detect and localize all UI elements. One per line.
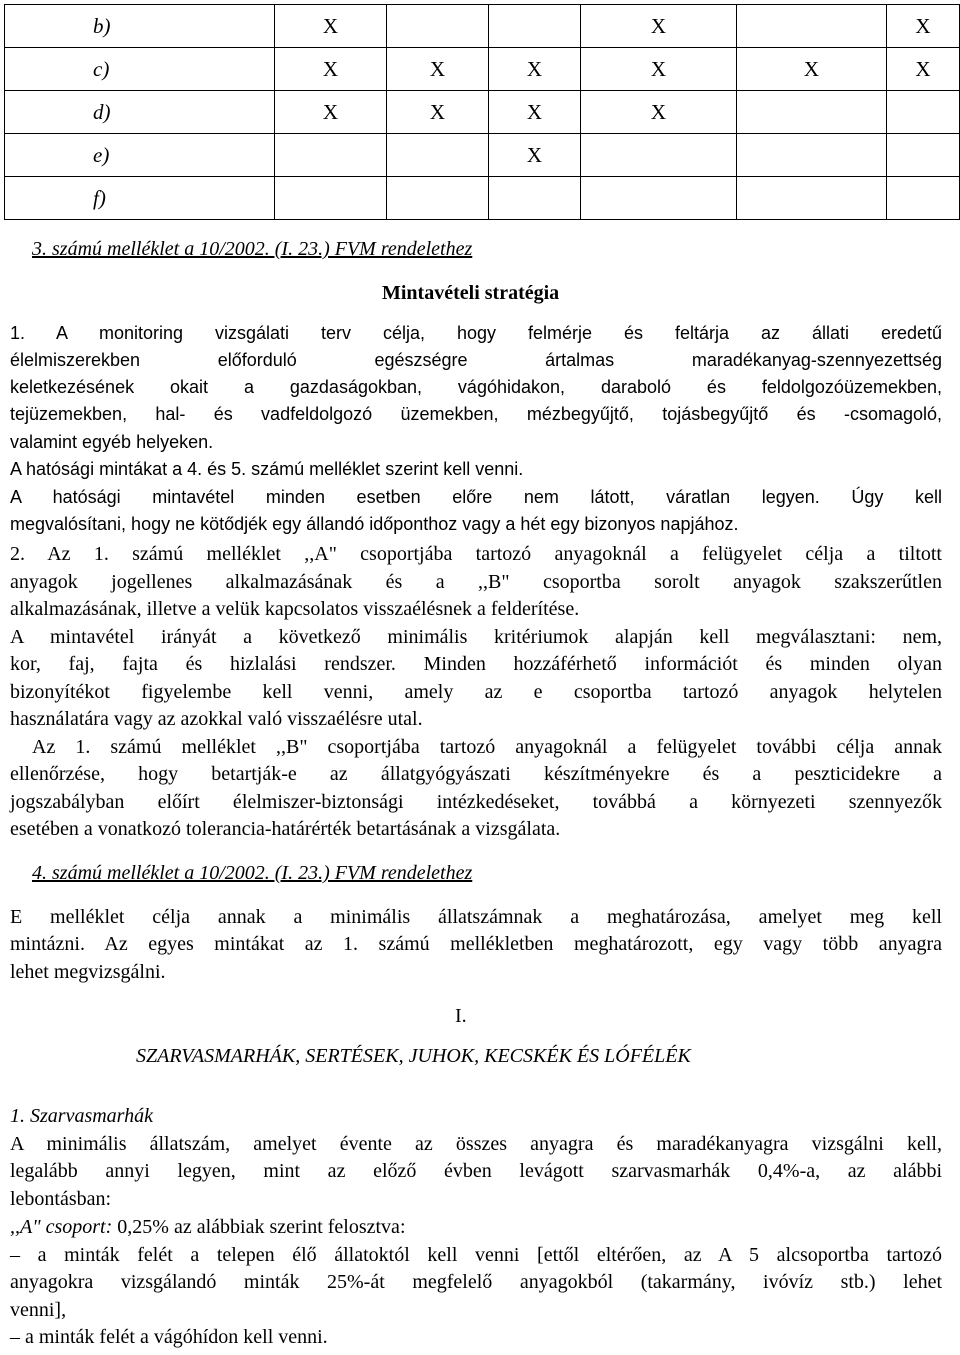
annex4-body-line: legalább annyi legyen, mint az előző évben levágott szarvasmarhák 0,4%-a, az alábbi	[10, 1160, 942, 1182]
annex3-para-line: bizonyítékot figyelembe kell venni, amely az e csoportba tartozó anyagok helytelen	[10, 681, 942, 703]
table-cell	[737, 5, 887, 48]
row-label: f)	[5, 177, 275, 220]
table-cell	[737, 177, 887, 220]
table-row	[5, 134, 960, 177]
group-a-label: ,,A" csoport:	[10, 1216, 113, 1238]
table-cell	[737, 91, 887, 134]
group-a-line	[10, 1216, 942, 1239]
table-cell	[887, 177, 960, 220]
table-cell	[275, 134, 387, 177]
table-cell: X	[275, 5, 387, 48]
annex3-para-line: esetében a vonatkozó tolerancia-határérték betartásának a vizsgálata.	[10, 818, 561, 840]
table-cell	[581, 177, 737, 220]
table-cell: X	[581, 91, 737, 134]
table-cell	[489, 177, 581, 220]
annex3-para-line: anyagok jogellenes alkalmazásának és a ,,B" csoportba sorolt anyagok szakszerűtlen	[10, 571, 942, 593]
table-cell	[275, 177, 387, 220]
section-title: SZARVASMARHÁK, SERTÉSEK, JUHOK, KECSKÉK ÉS LÓFÉLÉK	[136, 1045, 691, 1067]
table-cell	[737, 134, 887, 177]
item-line: anyagokra vizsgálandó minták 25%-át megfelelő anyagokból (takarmány, ivóvíz stb.) lehet	[10, 1271, 942, 1293]
annex3-line: tejüzemekben, hal- és vadfeldolgozó üzemekben, mézbegyűjtő, tojásbegyűjtő és -csomagoló,	[10, 404, 942, 424]
annex3-para-line: A mintavétel irányát a következő minimális kritériumok alapján kell megválasztani: nem,	[10, 626, 942, 648]
group-a-text: 0,25% az alábbiak szerint felosztva:	[112, 1216, 406, 1238]
table-cell: X	[275, 48, 387, 91]
annex4-intro-line: mintázni. Az egyes mintákat az 1. számú mellékletben meghatározott, egy vagy több anyagra	[10, 933, 942, 955]
annex3-line: A hatósági mintákat a 4. és 5. számú melléklet szerint kell venni.	[10, 459, 524, 479]
table-cell: X	[489, 134, 581, 177]
annex4-reference: 4. számú melléklet a 10/2002. (I. 23.) FVM rendelethez	[32, 862, 473, 884]
criteria-table	[4, 4, 960, 220]
annex3-line: A hatósági mintavétel minden esetben előre nem látott, váratlan legyen. Úgy kell	[10, 487, 942, 507]
annex3-line: valamint egyéb helyeken.	[10, 432, 214, 452]
row-label: d)	[5, 91, 275, 134]
annex4-body-line: lebontásban:	[10, 1188, 112, 1210]
annex3-line: 1. A monitoring vizsgálati terv célja, hogy felmérje és feltárja az állati eredetű	[10, 323, 942, 343]
table-row	[5, 91, 960, 134]
table-cell	[581, 134, 737, 177]
annex3-para-line: jogszabályban előírt élelmiszer-biztonsági intézkedéseket, továbbá a környezeti szennyezők	[10, 791, 942, 813]
annex3-reference: 3. számú melléklet a 10/2002. (I. 23.) FVM rendelethez	[32, 238, 473, 260]
table-cell: X	[489, 91, 581, 134]
annex3-line: keletkezésének okait a gazdaságokban, vágóhidakon, daraboló és feldolgozóüzemekben,	[10, 377, 942, 397]
table-cell: X	[887, 48, 960, 91]
row-label: e)	[5, 134, 275, 177]
annex3-line: megvalósítani, hogy ne kötődjék egy állandó időponthoz vagy a hét egy bizonyos napjához.	[10, 514, 739, 534]
row-label: b)	[5, 5, 275, 48]
annex4-intro-line: lehet megvizsgálni.	[10, 961, 166, 983]
table-cell	[387, 134, 489, 177]
table-cell	[887, 134, 960, 177]
table-cell: X	[387, 48, 489, 91]
annex3-para-line: Az 1. számú melléklet ,,B" csoportjába tartozó anyagoknál a felügyelet további célja annak	[32, 736, 942, 758]
annex3-para-line: 2. Az 1. számú melléklet ,,A" csoportjába tartozó anyagoknál a felügyelet célja a tiltott	[10, 543, 942, 565]
annex3-para-line: kor, faj, fajta és hizlalási rendszer. Minden hozzáférhető információt és minden olyan	[10, 653, 942, 675]
table-row	[5, 177, 960, 220]
annex4-intro-line: E melléklet célja annak a minimális állatszámnak a meghatározása, amelyet meg kell	[10, 906, 942, 928]
annex3-line: élelmiszerekben előforduló egészségre ártalmas maradékanyag-szennyezettség	[10, 350, 942, 370]
item-line: – a minták felét a telepen élő állatoktól kell venni [ettől eltérően, az A 5 alcsoportba tartozó	[10, 1244, 942, 1266]
subsection-title: 1. Szarvasmarhák	[10, 1105, 153, 1127]
annex3-para-line: alkalmazásának, illetve a velük kapcsolatos visszaélésnek a felderítése.	[10, 598, 580, 620]
row-label: c)	[5, 48, 275, 91]
table-cell: X	[275, 91, 387, 134]
table-cell: X	[387, 91, 489, 134]
table-row	[5, 48, 960, 91]
table-cell: X	[887, 5, 960, 48]
section-number: I.	[455, 1005, 467, 1027]
table-cell	[887, 91, 960, 134]
table-cell: X	[489, 48, 581, 91]
annex3-para-line: ellenőrzése, hogy betartják-e az állatgyógyászati készítményekre és a peszticidekre a	[10, 763, 942, 785]
table-cell: X	[737, 48, 887, 91]
table-cell	[489, 5, 581, 48]
table-cell: X	[581, 48, 737, 91]
table-row	[5, 5, 960, 48]
table-cell	[387, 5, 489, 48]
table-cell	[387, 177, 489, 220]
annex4-body-line: A minimális állatszám, amelyet évente az összes anyagra és maradékanyagra vizsgálni kell,	[10, 1133, 942, 1155]
item-line: venni],	[10, 1299, 67, 1321]
annex3-title: Mintavételi stratégia	[382, 282, 560, 304]
item-line: – a minták felét a vágóhídon kell venni.	[10, 1326, 328, 1348]
annex3-para-line: használatára vagy az azokkal való visszaélésre utal.	[10, 708, 423, 730]
table-cell: X	[581, 5, 737, 48]
